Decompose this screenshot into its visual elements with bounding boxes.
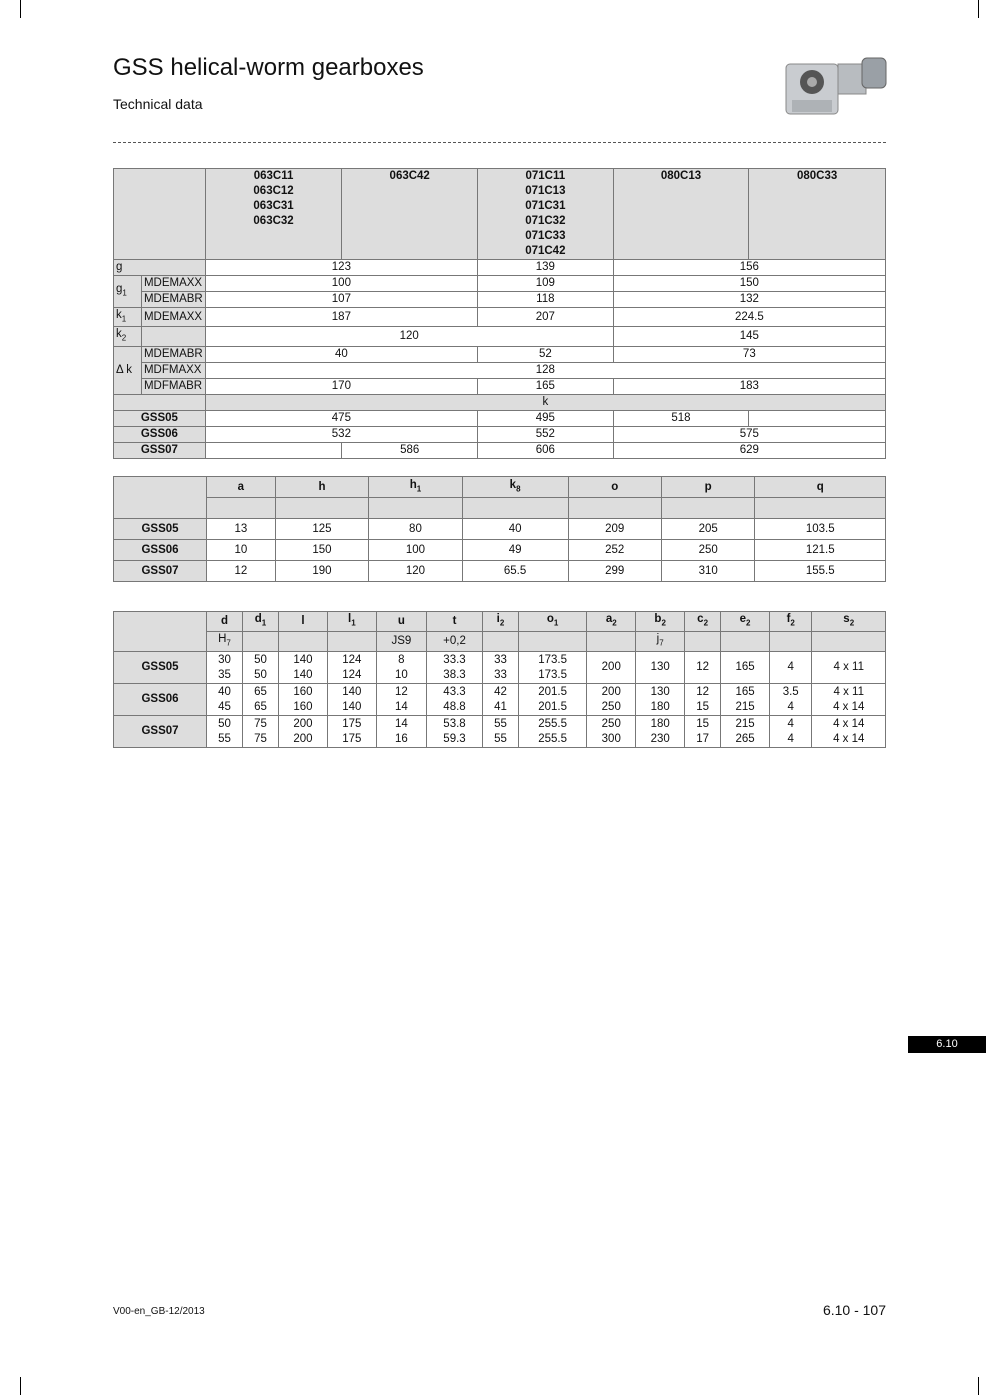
table-cell: 123 (205, 260, 477, 276)
table-cell: 4 4 (770, 716, 812, 748)
table-cell: 14 16 (376, 716, 426, 748)
table-cell: 109 (478, 276, 614, 292)
column-header: u (376, 612, 426, 632)
table-row (114, 327, 886, 346)
dimensions-table-motor (113, 168, 886, 459)
tolerance-cell (685, 632, 721, 652)
table-cell: 10 (207, 540, 276, 561)
table-cell: 180 230 (636, 716, 685, 748)
table-cell: 518 (613, 410, 749, 426)
table-row (114, 276, 886, 292)
table-cell: 201.5 201.5 (518, 684, 586, 716)
page-title: GSS helical-worm gearboxes (113, 54, 424, 81)
row-label: MDFMAXX (141, 362, 205, 378)
row-label: GSS07 (114, 561, 207, 582)
table-cell: 12 (685, 652, 721, 684)
table-cell: 629 (613, 442, 885, 458)
dimensions-table-shaft (113, 611, 886, 748)
column-header: p (661, 477, 754, 498)
table-cell: 165 (721, 652, 770, 684)
table-row (114, 394, 886, 410)
row-label: MDEMABR (141, 292, 205, 308)
table-cell: 156 (613, 260, 885, 276)
table-cell: 205 (661, 519, 754, 540)
table-cell: 575 (613, 426, 885, 442)
chapter-tab: 6.10 (908, 1036, 986, 1053)
table-cell: 55 55 (483, 716, 519, 748)
column-subheader (568, 498, 661, 519)
column-header: $o_1$ (518, 612, 586, 632)
dimensions-table-housing (113, 476, 886, 582)
table-row (114, 308, 886, 327)
table-cell: 132 (613, 292, 885, 308)
table-cell: 4 x 14 4 x 14 (812, 716, 886, 748)
row-label: $k_2$ (114, 327, 142, 346)
table-cell: 224.5 (613, 308, 885, 327)
table-cell: 4 x 11 4 x 14 (812, 684, 886, 716)
table-cell: 150 (613, 276, 885, 292)
table-cell: 495 (478, 410, 614, 426)
table-cell (749, 410, 886, 426)
table-cell: 140 140 (278, 652, 327, 684)
column-header: q (755, 477, 886, 498)
table-row (114, 561, 886, 582)
table-cell: 33 33 (483, 652, 519, 684)
table-row (114, 292, 886, 308)
table-cell: 532 (205, 426, 477, 442)
row-label (114, 394, 206, 410)
row-label: Δ k (114, 346, 142, 394)
tolerance-cell (327, 632, 376, 652)
column-header: o (568, 477, 661, 498)
table-cell: 8 10 (376, 652, 426, 684)
tolerance-cell: JS9 (376, 632, 426, 652)
table-cell: 73 (613, 346, 885, 362)
row-label: g (114, 260, 206, 276)
table-cell: 13 (207, 519, 276, 540)
table-cell: 124 124 (327, 652, 376, 684)
footer-version: V00-en_GB-12/2013 (113, 1306, 205, 1317)
header-divider (113, 142, 886, 143)
tolerance-row (114, 632, 886, 652)
page-subtitle: Technical data (113, 96, 203, 112)
table-cell: 170 (205, 378, 477, 394)
table-row (114, 519, 886, 540)
table-row (114, 260, 886, 276)
table-row (114, 378, 886, 394)
row-label: GSS06 (114, 540, 207, 561)
table-cell: 128 (205, 362, 885, 378)
header-corner (114, 477, 207, 519)
column-header: $b_2$ (636, 612, 685, 632)
table-cell: 250 (661, 540, 754, 561)
table-cell: 299 (568, 561, 661, 582)
column-subheader (207, 498, 276, 519)
row-label: GSS05 (114, 519, 207, 540)
table-cell: 43.3 48.8 (426, 684, 482, 716)
table-cell: 139 (478, 260, 614, 276)
crop-mark (20, 1377, 21, 1395)
table-cell: 209 (568, 519, 661, 540)
table-cell: 200 (587, 652, 636, 684)
table-row (114, 684, 886, 716)
column-subheader (661, 498, 754, 519)
tolerance-cell (278, 632, 327, 652)
row-label: MDEMAXX (141, 276, 205, 292)
table-cell: 552 (478, 426, 614, 442)
table-row (114, 716, 886, 748)
table-cell: 475 (205, 410, 477, 426)
crop-mark (20, 0, 21, 18)
table-cell: 49 (462, 540, 568, 561)
table-cell: 107 (205, 292, 477, 308)
row-label: GSS06 (114, 426, 206, 442)
table-row (114, 346, 886, 362)
table-cell: 252 (568, 540, 661, 561)
table-cell: 3.5 4 (770, 684, 812, 716)
column-header: t (426, 612, 482, 632)
column-header (114, 169, 206, 260)
tolerance-cell: +0,2 (426, 632, 482, 652)
table-cell: 53.8 59.3 (426, 716, 482, 748)
row-label: GSS05 (114, 410, 206, 426)
gearbox-product-image (782, 50, 888, 118)
row-label: k (205, 394, 885, 410)
column-header: $f_2$ (770, 612, 812, 632)
column-header: 063C11 063C12 063C31 063C32 (205, 169, 342, 260)
row-label: GSS07 (114, 442, 206, 458)
page-number: 6.10 - 107 (822, 1302, 886, 1318)
header-corner (114, 612, 207, 652)
table-cell: 12 14 (376, 684, 426, 716)
table-cell: 150 (275, 540, 368, 561)
table-cell: 310 (661, 561, 754, 582)
table-cell: 50 50 (242, 652, 278, 684)
column-header: 071C11 071C13 071C31 071C32 071C33 071C42 (478, 169, 614, 260)
table-cell: 215 265 (721, 716, 770, 748)
tolerance-cell (812, 632, 886, 652)
table-cell: 175 175 (327, 716, 376, 748)
crop-mark (978, 0, 979, 18)
table-cell: 100 (369, 540, 462, 561)
table-cell: 121.5 (755, 540, 886, 561)
table-cell: 118 (478, 292, 614, 308)
tolerance-cell (721, 632, 770, 652)
column-header: d (207, 612, 243, 632)
table-header-row (114, 612, 886, 632)
table-cell: 65 65 (242, 684, 278, 716)
tolerance-cell (770, 632, 812, 652)
table-cell: 103.5 (755, 519, 886, 540)
row-label: GSS05 (114, 652, 207, 684)
row-label: $g_1$ (114, 276, 142, 308)
table-cell: 187 (205, 308, 477, 327)
column-subheader (755, 498, 886, 519)
column-header: 080C33 (749, 169, 886, 260)
column-header: $h_1$ (369, 477, 462, 498)
table-cell: 606 (478, 442, 614, 458)
table-cell: 130 (636, 652, 685, 684)
table-cell: 200 200 (278, 716, 327, 748)
table-cell: 145 (613, 327, 885, 346)
row-label: $k_1$ (114, 308, 142, 327)
table-cell: 40 (205, 346, 477, 362)
tolerance-cell: $H_7$ (207, 632, 243, 652)
table-cell: 207 (478, 308, 614, 327)
table-cell: 75 75 (242, 716, 278, 748)
column-header: l (278, 612, 327, 632)
table-header-row (114, 477, 886, 498)
row-label: MDEMABR (141, 346, 205, 362)
table-cell: 15 17 (685, 716, 721, 748)
tolerance-cell (518, 632, 586, 652)
table-cell: 130 180 (636, 684, 685, 716)
column-header: $k_8$ (462, 477, 568, 498)
table-cell: 4 x 11 (812, 652, 886, 684)
column-header: $e_2$ (721, 612, 770, 632)
column-subheader (275, 498, 368, 519)
table-cell: 100 (205, 276, 477, 292)
table-cell: 140 140 (327, 684, 376, 716)
table-cell: 190 (275, 561, 368, 582)
column-header: $c_2$ (685, 612, 721, 632)
table-cell: 80 (369, 519, 462, 540)
table-row (114, 362, 886, 378)
row-label: GSS06 (114, 684, 207, 716)
column-subheader (462, 498, 568, 519)
table-cell: 255.5 255.5 (518, 716, 586, 748)
table-cell: 120 (205, 327, 613, 346)
table-row (114, 426, 886, 442)
column-header: $d_1$ (242, 612, 278, 632)
table-cell: 12 (207, 561, 276, 582)
table-cell (205, 442, 342, 458)
table-cell: 40 45 (207, 684, 243, 716)
table-cell: 165 215 (721, 684, 770, 716)
table-cell: 160 160 (278, 684, 327, 716)
tolerance-cell: $j_7$ (636, 632, 685, 652)
table-cell: 33.3 38.3 (426, 652, 482, 684)
row-label: GSS07 (114, 716, 207, 748)
column-header: h (275, 477, 368, 498)
row-label (141, 327, 205, 346)
table-cell: 4 (770, 652, 812, 684)
column-header: a (207, 477, 276, 498)
table-cell: 65.5 (462, 561, 568, 582)
table-cell: 125 (275, 519, 368, 540)
table-row (114, 540, 886, 561)
table-cell: 183 (613, 378, 885, 394)
crop-mark (978, 1377, 979, 1395)
row-label: MDFMABR (141, 378, 205, 394)
table-cell: 165 (478, 378, 614, 394)
table-subheader-row (114, 498, 886, 519)
table-cell: 40 (462, 519, 568, 540)
table-cell: 50 55 (207, 716, 243, 748)
table-header-row (114, 169, 886, 260)
table-row (114, 410, 886, 426)
table-cell: 120 (369, 561, 462, 582)
table-row (114, 442, 886, 458)
column-header: $s_2$ (812, 612, 886, 632)
table-cell: 250 300 (587, 716, 636, 748)
table-cell: 586 (342, 442, 478, 458)
column-header: 080C13 (613, 169, 749, 260)
table-cell: 12 15 (685, 684, 721, 716)
table-cell: 155.5 (755, 561, 886, 582)
table-cell: 42 41 (483, 684, 519, 716)
column-header: 063C42 (342, 169, 478, 260)
column-subheader (369, 498, 462, 519)
row-label: MDEMAXX (141, 308, 205, 327)
table-cell: 30 35 (207, 652, 243, 684)
column-header: $a_2$ (587, 612, 636, 632)
table-cell: 200 250 (587, 684, 636, 716)
table-cell: 52 (478, 346, 614, 362)
table-cell: 173.5 173.5 (518, 652, 586, 684)
tolerance-cell (587, 632, 636, 652)
table-row (114, 652, 886, 684)
column-header: $l_1$ (327, 612, 376, 632)
column-header: $i_2$ (483, 612, 519, 632)
tolerance-cell (242, 632, 278, 652)
tolerance-cell (483, 632, 519, 652)
